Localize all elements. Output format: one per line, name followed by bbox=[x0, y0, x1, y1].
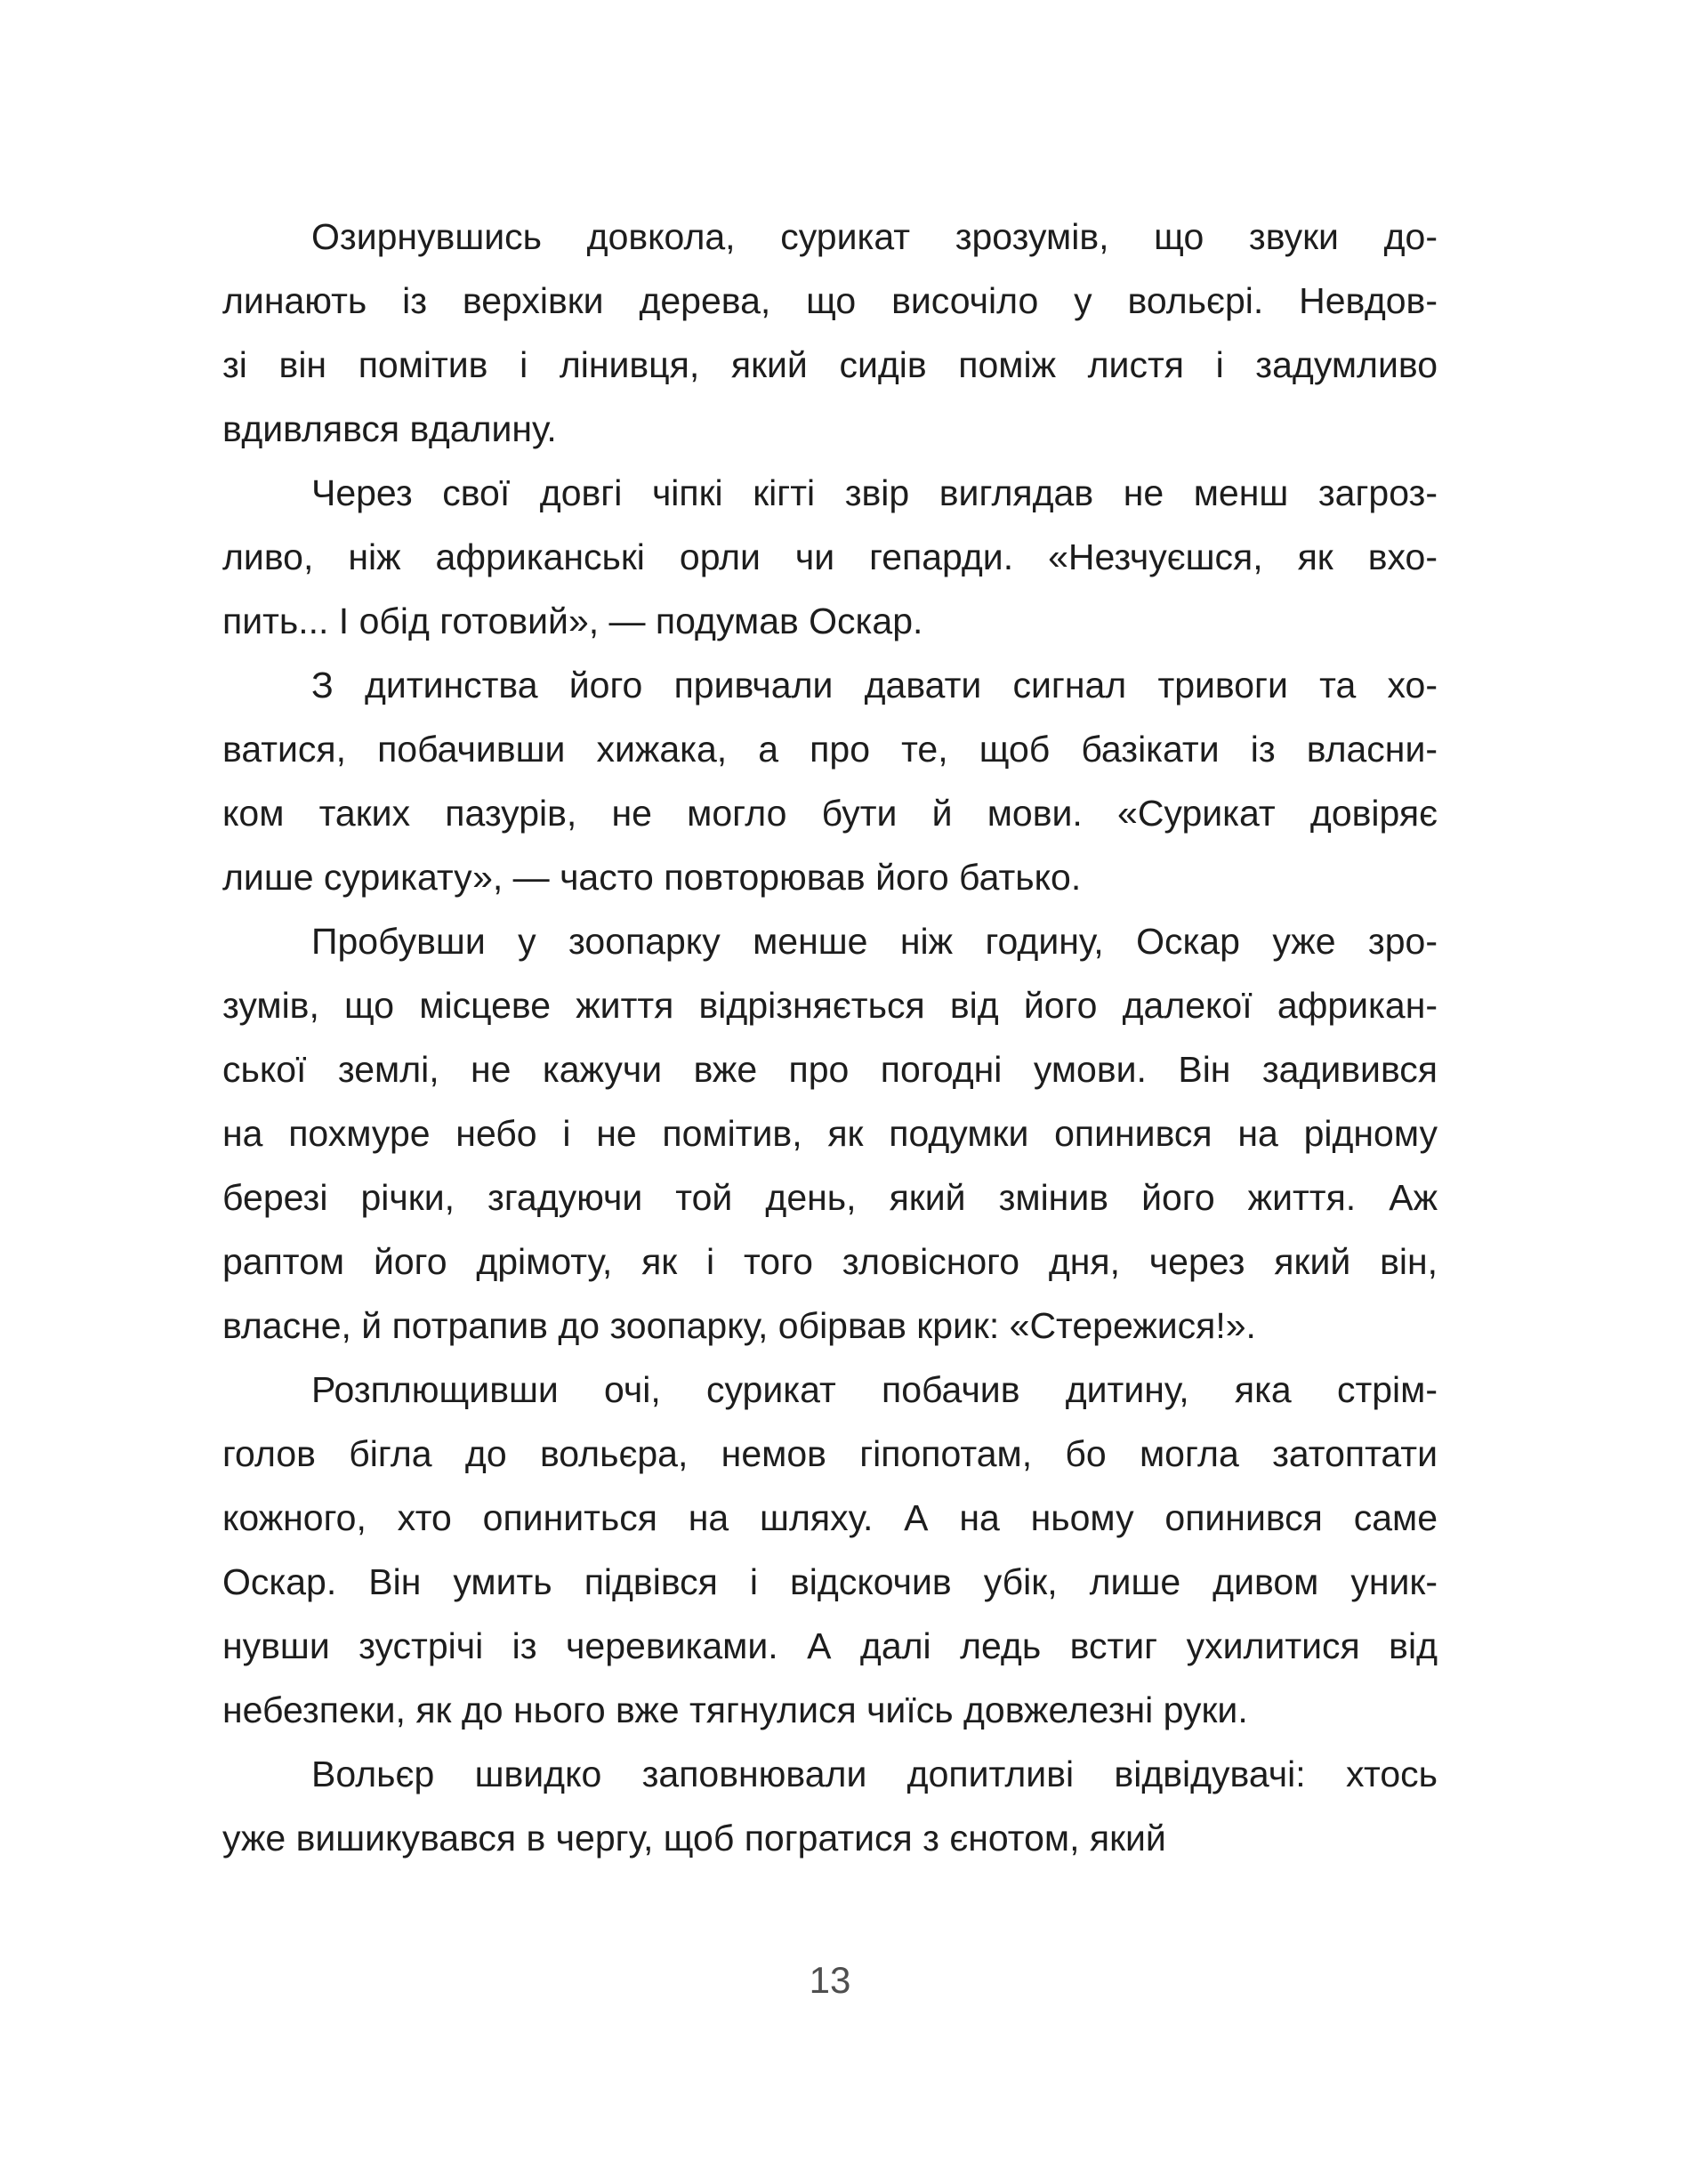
text-line: раптом його дрімоту, як і того зловісного дня, через який він, bbox=[222, 1241, 1438, 1282]
text-line: власне, й потрапив до зоопарку, обірвав крик: «Стережися!». bbox=[222, 1305, 1256, 1346]
paragraph bbox=[222, 653, 1438, 909]
text-line: линають із верхівки дерева, що височіло у вольєрі. Невдов- bbox=[222, 280, 1438, 321]
text-line: Оскар. Він умить підвівся і відскочив убік, лише дивом уник- bbox=[222, 1561, 1438, 1602]
text-line: березі річки, згадуючи той день, який змінив його життя. Аж bbox=[222, 1177, 1438, 1218]
text-line: З дитинства його привчали давати сигнал тривоги та хо- bbox=[311, 665, 1438, 706]
text-line: ком таких пазурів, не могло бути й мови. «Сурикат довіряє bbox=[222, 793, 1438, 834]
text-line: Розплющивши очі, сурикат побачив дитину, яка стрім- bbox=[311, 1369, 1438, 1410]
text-line: лише сурикату», — часто повторював його батько. bbox=[222, 857, 1082, 898]
text-line: на похмуре небо і не помітив, як подумки опинився на рідному bbox=[222, 1113, 1438, 1154]
page-text-block bbox=[222, 205, 1438, 1870]
text-line: ської землі, не кажучи вже про погодні умови. Він задивився bbox=[222, 1049, 1438, 1090]
text-line: кожного, хто опиниться на шляху. А на ньому опинився саме bbox=[222, 1497, 1438, 1538]
paragraph bbox=[222, 461, 1438, 653]
text-line: зі він помітив і лінивця, який сидів поміж листя і задумливо bbox=[222, 344, 1438, 385]
paragraph bbox=[222, 1358, 1438, 1742]
text-line: пить... І обід готовий», — подумав Оскар. bbox=[222, 601, 923, 641]
paragraph bbox=[222, 909, 1438, 1358]
paragraph bbox=[222, 1742, 1438, 1870]
text-line: Через свої довгі чіпкі кігті звір виглядав не менш загроз- bbox=[311, 472, 1438, 513]
paragraph bbox=[222, 205, 1438, 461]
text-line: Вольєр швидко заповнювали допитливі відвідувачі: хтось bbox=[311, 1754, 1438, 1794]
text-line: уже вишикувався в чергу, щоб погратися з єнотом, який bbox=[222, 1818, 1166, 1859]
text-line: зумів, що місцеве життя відрізняється від його далекої африкан- bbox=[222, 985, 1438, 1026]
page-number: 13 bbox=[809, 1959, 851, 2001]
text-line: ливо, ніж африканські орли чи гепарди. «Незчуєшся, як вхо- bbox=[222, 536, 1438, 577]
text-line: ватися, побачивши хижака, а про те, щоб базікати із власни- bbox=[222, 729, 1438, 770]
text-line: голов бігла до вольєра, немов гіпопотам, бо могла затоптати bbox=[222, 1433, 1438, 1474]
text-line: Пробувши у зоопарку менше ніж годину, Оскар уже зро- bbox=[311, 921, 1438, 962]
text-line: Озирнувшись довкола, сурикат зрозумів, що звуки до- bbox=[311, 216, 1438, 257]
text-line: небезпеки, як до нього вже тягнулися чиїсь довжелезні руки. bbox=[222, 1689, 1248, 1730]
text-line: вдивлявся вдалину. bbox=[222, 408, 557, 449]
text-line: нувши зустрічі із черевиками. А далі ледь встиг ухилитися від bbox=[222, 1625, 1438, 1666]
